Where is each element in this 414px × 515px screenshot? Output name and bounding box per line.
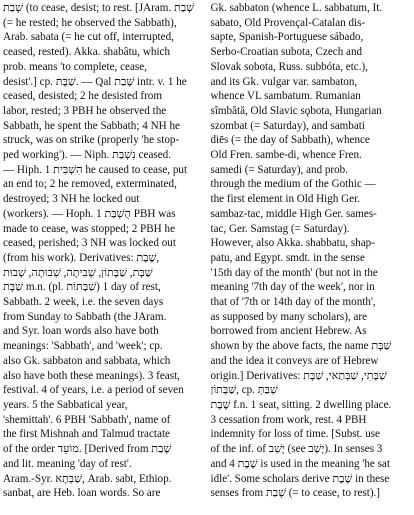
text-line: and Syr. loan words also have both xyxy=(3,325,159,338)
text-line: of the inf. of יָשַׁב (see יָשַׁב). In senses 3 xyxy=(210,443,383,456)
text-line: indemnity for loss of time. [Subst. use xyxy=(210,428,380,441)
text-line: ceased, perished; 3 NH was locked out xyxy=(3,237,176,250)
text-line: through the medium of the Gothic — xyxy=(210,178,376,191)
text-line: from Sunday to Sabbath (the JAram. xyxy=(3,310,167,323)
text-line: (workers). — Hoph. הֻשְׁבַּת 1 PBH was xyxy=(3,207,176,220)
text-line: that of '7th or 14th day of the month', xyxy=(210,296,376,309)
text-line: Old Fren. sambe-di, whence Fren. xyxy=(210,149,362,162)
text-line: samedi (= Saturday), and prob. xyxy=(210,163,348,176)
text-line: Aram.-Syr. שַׁבְּתָא, Arab. sabt, Ethiop. xyxy=(3,472,172,485)
right-column xyxy=(211,1,411,515)
text-line: ped working'). — Niph. נִשְׁבַּת ceased. xyxy=(3,149,172,162)
text-line: meanings: 'Sabbath', and 'week'; cp. xyxy=(3,340,163,353)
text-line: ceased, rested). Akka. shabâtu, which xyxy=(3,46,171,59)
text-line: Serbo-Croatian subota, Czech and xyxy=(210,46,363,59)
text-line: years. 5 the Sabbatical year, xyxy=(3,398,128,411)
text-line: desist'.] cp. שַׁבָּת. — Qal שָׁבַת intr. v. 1 he xyxy=(3,75,187,88)
text-line: 3 cessation from work, rest. 4 PBH xyxy=(210,413,367,426)
text-line: and 4 שֶׁבֶת is used in the meaning 'he sat xyxy=(210,457,390,470)
text-line: — Hiph. הִשְׁבִּית 1 he caused to cease, put xyxy=(3,163,188,176)
text-line: and its Gk. vulgar var. sambaton, xyxy=(210,75,358,88)
text-line: destroyed; 3 NH he locked out xyxy=(3,193,140,206)
text-line: (from his work). Derivatives: שֶׁבֶת, xyxy=(3,251,160,264)
text-line: sabato, Old Provençal-Catalan dis- xyxy=(210,16,366,29)
text-line: שֶׁבֶת f.n. 1 seat, sitting. 2 dwelling place. xyxy=(210,398,392,411)
text-line: an end to; 2 he removed, exterminated, xyxy=(3,178,177,191)
text-line: However, also Akka. shabbatu, shap- xyxy=(210,237,375,250)
text-line: of the order מוֹעֵד. [Derived from שָׁבַת xyxy=(3,443,172,456)
text-line: sambaz-tac, middle High Ger. sames- xyxy=(210,207,377,220)
text-line: also have both these meanings). 3 feast, xyxy=(3,369,180,382)
text-line: Sabbath, he spent the Sabbath; 4 NH he xyxy=(3,119,180,132)
left-column xyxy=(3,1,203,515)
text-line: Sabbath. 2 week, i.e. the seven days xyxy=(3,296,164,309)
text-line: (= he rested; he observed the Sabbath), xyxy=(3,16,177,29)
text-line: the first element in Old High Ger. xyxy=(210,193,360,206)
text-line: struck, was on strike (properly 'he stop- xyxy=(3,134,180,147)
text-line: sanbat, are Heb. loan words. So are xyxy=(3,487,161,500)
text-line: meaning '7th day of the week', nor in xyxy=(210,281,375,294)
text-line: שַׁבָּת m.n. (pl. שַׁבָּתוֹת) 1 day of rest, xyxy=(3,281,161,294)
text-line: and the idea it conveys are of Hebrew xyxy=(210,354,379,367)
text-line: Gk. sabbaton (whence L. sabbatum, It. xyxy=(210,2,383,14)
text-line: festival. 4 of years, i.e. a period of seven xyxy=(3,384,184,397)
text-line: Arab. sabata (= he cut off, interrupted, xyxy=(3,31,174,44)
text-line: sapte, Spanish-Portuguese sábado, xyxy=(210,31,364,44)
text-line: the first Mishnah and Talmud tractate xyxy=(3,428,171,441)
text-line: as supposed by many scholars), are xyxy=(210,310,368,323)
text-line: and lit. meaning 'day of rest'. xyxy=(3,457,132,470)
text-line: whence VL sambatum. Rumanian xyxy=(210,90,361,103)
text-line: diēs (= the day of Sabbath), whence xyxy=(210,134,370,147)
text-line: שָׁבַת (to cease, desist; to rest. [JAram. שְׁבַת xyxy=(3,2,195,14)
text-line: שַׁבָּת, שַׁבָּתוֹן, שְׁבִיתָה, שְׁבוּתָה, שָׁבוּת xyxy=(3,266,153,279)
text-line: שַׁבָּתוֹן, cp. שְׁבַּתְּ xyxy=(210,384,278,397)
text-line: borrowed from ancient Hebrew. As xyxy=(210,325,367,338)
text-line: ceased, desisted; 2 he desisted from xyxy=(3,90,163,103)
text-line: also Gk. sabbaton and sabbata, which xyxy=(3,354,171,367)
text-line: prob. means 'to complete, cease, xyxy=(3,60,147,73)
text-line: szombat (= Saturday), and sambati xyxy=(210,119,365,132)
text-line: patu, and Egypt. smdt. in the sense xyxy=(210,251,365,264)
text-line: Slovak sobota, Russ. subbóta, etc.), xyxy=(210,60,368,73)
text-line: idle'. Some scholars derive שֶׁבֶת in these xyxy=(210,472,390,485)
text-line: origin.] Derivatives: שַׁבָּתִי, שַׁבְּתַאי, שַׁבָּת xyxy=(210,369,387,382)
text-line: made to cease, was stopped; 2 PBH he xyxy=(3,222,176,235)
text-line: tac, Ger. Samstag (= Saturday). xyxy=(210,222,350,235)
text-line: 'shemittah'. 6 PBH 'Sabbath', name of xyxy=(3,413,171,426)
text-line: sîmbătă, Old Slavic sǫbota, Hungarian xyxy=(210,104,382,117)
text-line: shown by the above facts, the name שַׁבָּת xyxy=(210,340,392,353)
text-line: '15th day of the month' (but not in the xyxy=(210,266,378,279)
text-line: labor, rested; 3 PBH he observed the xyxy=(3,104,167,117)
text-line: senses from שָׁבַת (= to cease, to rest).] xyxy=(210,487,380,500)
